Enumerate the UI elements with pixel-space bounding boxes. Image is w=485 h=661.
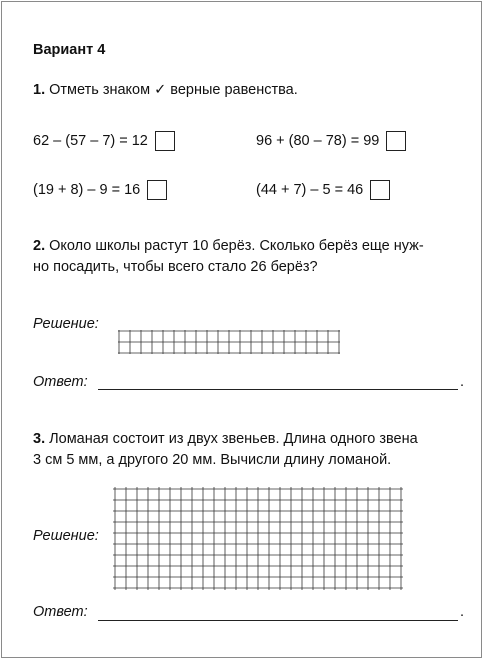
- task3-answer-line[interactable]: [98, 620, 458, 621]
- task2-text-1: Около школы растут 10 берёз. Сколько берёз еще нуж-: [45, 238, 424, 254]
- task2-prompt-line1: [33, 238, 424, 254]
- task2-answer-label: Ответ:: [33, 374, 88, 390]
- equation-text: (19 + 8) – 9 = 16: [33, 182, 141, 198]
- answer-checkbox[interactable]: [386, 131, 406, 151]
- equation-text: 62 – (57 – 7) = 12: [33, 133, 148, 149]
- task3-solution-grid[interactable]: [113, 487, 411, 593]
- task2-answer-line[interactable]: [98, 389, 458, 390]
- equation-1: [33, 131, 175, 151]
- task3-text-1: Ломаная состоит из двух звеньев. Длина одного звена: [45, 431, 418, 447]
- task2-prompt-line2: но посадить, чтобы всего стало 26 берёз?: [33, 259, 318, 275]
- task2-number: 2.: [33, 238, 46, 254]
- answer-checkbox[interactable]: [155, 131, 175, 151]
- task3-number: 3.: [33, 431, 46, 447]
- task1-text-before: Отметь знаком: [45, 82, 155, 98]
- equation-4: [256, 180, 390, 200]
- task1-text-after: верные равенства.: [166, 82, 298, 98]
- equation-2: [256, 131, 406, 151]
- task1-number: 1.: [33, 82, 46, 98]
- task3-prompt-line2: 3 см 5 мм, а другого 20 мм. Вычисли длину ломаной.: [33, 452, 392, 468]
- check-mark-icon: ✓: [154, 82, 167, 98]
- task2-solution-grid[interactable]: [118, 330, 350, 354]
- task3-answer-period: .: [460, 604, 465, 620]
- variant-title: Вариант 4: [33, 42, 106, 58]
- equation-text: (44 + 7) – 5 = 46: [256, 182, 364, 198]
- task2-answer-period: .: [460, 374, 465, 390]
- answer-checkbox[interactable]: [147, 180, 167, 200]
- task2-solution-label: Решение:: [33, 316, 99, 332]
- task3-answer-label: Ответ:: [33, 604, 88, 620]
- task1-prompt: [33, 82, 298, 98]
- task3-prompt-line1: [33, 431, 418, 447]
- equation-3: [33, 180, 167, 200]
- task3-solution-label: Решение:: [33, 528, 99, 544]
- equation-text: 96 + (80 – 78) = 99: [256, 133, 380, 149]
- answer-checkbox[interactable]: [370, 180, 390, 200]
